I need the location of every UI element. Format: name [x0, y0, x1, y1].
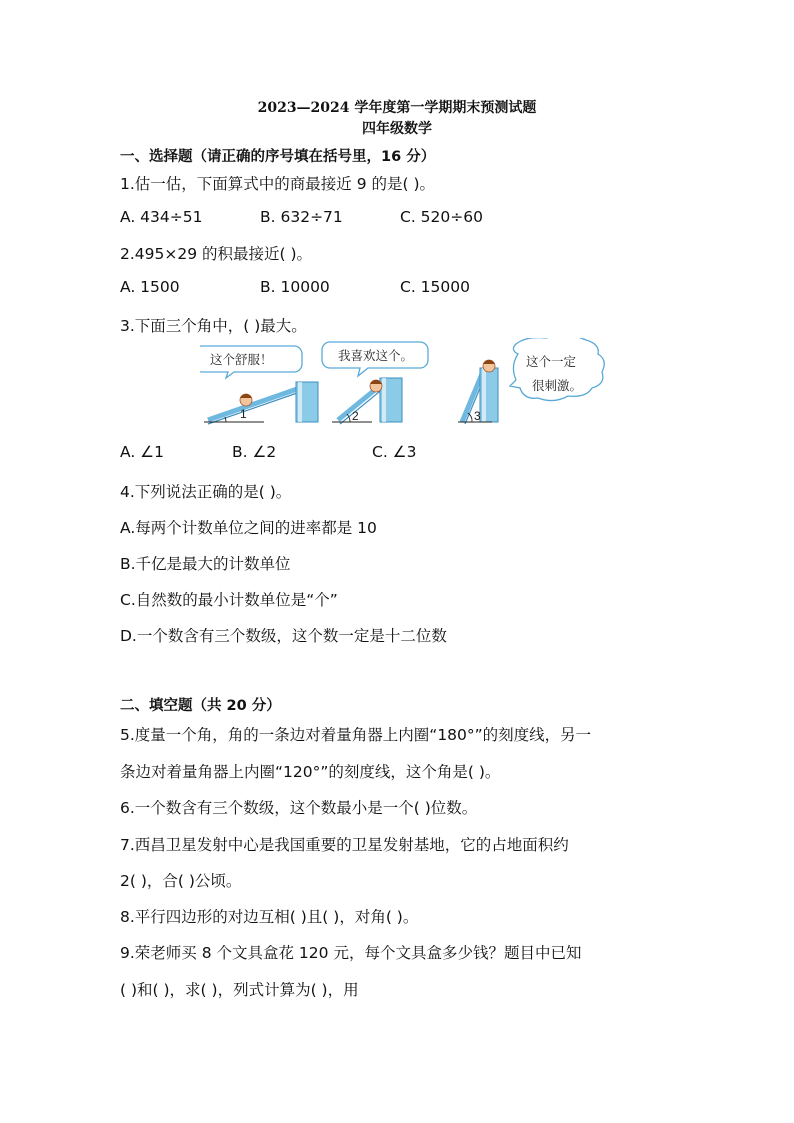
question-3: 3.下面三个角中，( )最大。 [120, 317, 307, 335]
question-9-line1: 9.荣老师买 8 个文具盒花 120 元，每个文具盒多少钱？题目中已知 [120, 944, 582, 962]
question-7-line1: 7.西昌卫星发射中心是我国重要的卫星发射基地，它的占地面积约 [120, 836, 569, 854]
slides-illustration [200, 338, 610, 434]
angle-1-label: 1 [240, 407, 247, 421]
q3-option-c: C. ∠3 [372, 443, 417, 461]
bubble-1-text: 这个舒服！ [210, 352, 273, 367]
slide-1-icon [200, 346, 318, 424]
q2-option-c: C. 15000 [400, 278, 470, 296]
question-1: 1.估一估，下面算式中的商最接近 9 的是( )。 [120, 175, 436, 193]
q1-option-c: C. 520÷60 [400, 208, 483, 226]
question-2: 2.495×29 的积最接近( )。 [120, 245, 313, 263]
bubble-3-text-line2: 很刺激。 [532, 378, 583, 393]
q4-option-a: A.每两个计数单位之间的进率都是 10 [120, 519, 377, 537]
question-9-line2: ( )和( )，求( )，列式计算为( )，用 [120, 981, 359, 999]
question-7-line2: 2( )，合( )公顷。 [120, 872, 242, 890]
exam-title: 2023—2024 学年度第一学期期末预测试题 [257, 100, 537, 116]
slide-2-icon [322, 342, 428, 424]
section1-heading: 一、选择题（请正确的序号填在括号里，16 分） [120, 149, 436, 165]
q1-option-a: A. 434÷51 [120, 208, 203, 226]
q3-option-b: B. ∠2 [232, 443, 277, 461]
q4-option-d: D.一个数含有三个数级，这个数一定是十二位数 [120, 627, 447, 645]
bubble-2-text: 我喜欢这个。 [338, 348, 414, 363]
section2-heading: 二、填空题（共 20 分） [120, 698, 281, 714]
q4-option-b: B.千亿是最大的计数单位 [120, 555, 291, 573]
q2-option-b: B. 10000 [260, 278, 330, 296]
q3-option-a: A. ∠1 [120, 443, 164, 461]
slide-3-icon [458, 338, 604, 424]
question-5-line1: 5.度量一个角，角的一条边对着量角器上内圈“180°”的刻度线，另一 [120, 726, 592, 744]
q1-option-b: B. 632÷71 [260, 208, 343, 226]
q4-option-c: C.自然数的最小计数单位是“个” [120, 591, 338, 609]
angle-2-label: 2 [352, 409, 359, 423]
exam-subtitle: 四年级数学 [362, 121, 432, 137]
question-4: 4.下列说法正确的是( )。 [120, 483, 292, 501]
question-6: 6.一个数含有三个数级，这个数最小是一个( )位数。 [120, 799, 478, 817]
angle-3-label: 3 [474, 409, 481, 423]
question-5-line2: 条边对着量角器上内圈“120°”的刻度线，这个角是( )。 [120, 763, 501, 781]
question-8: 8.平行四边形的对边互相( )且( )，对角( )。 [120, 908, 419, 926]
q2-option-a: A. 1500 [120, 278, 180, 296]
bubble-3-text-line1: 这个一定 [526, 354, 577, 369]
